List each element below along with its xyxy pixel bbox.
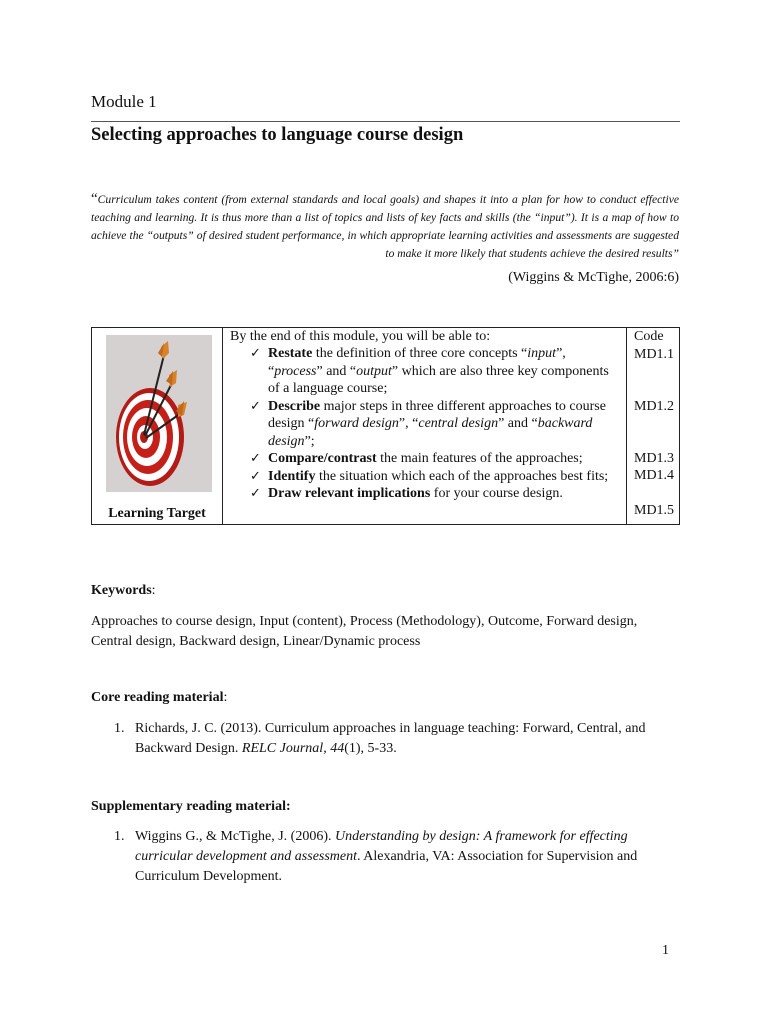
objective-item: ✓ Identify the situation which each of the approaches best fits;: [250, 468, 609, 484]
reference-item: 1. Richards, J. C. (2013). Curriculum approaches in language teaching: Forward, Central, and Backward Design. RELC Journal, 44(1), 5-33.: [114, 721, 646, 756]
objectives-list: [230, 345, 622, 503]
code-md1-5: MD1.5: [634, 503, 675, 518]
core-reading-list: [114, 719, 674, 759]
objectives-cell: [223, 328, 627, 525]
code-header: Code: [634, 329, 664, 344]
codes-cell: [627, 328, 680, 525]
objective-item: ✓ Compare/contrast the main features of the approaches;: [250, 451, 583, 466]
code-md1-2: MD1.2: [634, 398, 675, 414]
supplementary-reading-heading: Supplementary reading material:: [91, 799, 291, 814]
checkmark-icon: ✓: [250, 486, 261, 501]
keywords-text: Approaches to course design, Input (content), Process (Methodology), Outcome, Forward design, Central design, Backward design, Linear/Dynamic process: [91, 614, 638, 649]
learning-target-label: Learning Target: [108, 506, 206, 521]
checkmark-icon: ✓: [250, 398, 261, 414]
quote-open-mark: “: [91, 191, 98, 207]
code-md1-1: MD1.1: [634, 346, 675, 362]
keywords-heading: Keywords:: [91, 583, 156, 598]
quote-text: Curriculum takes content (from external standards and local goals) and shapes it into a plan for how to conduct effective teaching and learning. It is thus more than a list of topics and lists of key facts and skills (the “input”). It is a map of how to achieve the “outputs” of desired student performance, in which appropriate learning activities and assessments are suggested to make it more likely that students achieve the desired results”: [91, 193, 679, 260]
objective-item: ✓ Draw relevant implications for your course design.: [250, 486, 563, 501]
checkmark-icon: ✓: [250, 451, 261, 466]
learning-target-image-cell: [92, 328, 223, 525]
epigraph-quote: [91, 190, 679, 263]
core-reading-heading: Core reading material:: [91, 690, 228, 705]
learning-target-table: [91, 327, 680, 525]
code-md1-4: MD1.4: [634, 468, 675, 483]
objective-item: ✓ Describe major steps in three different approaches to course design “forward design”, “central design” and “backward design”;: [250, 398, 606, 449]
code-md1-3: MD1.3: [634, 450, 675, 466]
page-number: 1: [662, 943, 669, 958]
checkmark-icon: ✓: [250, 346, 261, 361]
quote-citation: (Wiggins & McTighe, 2006:6): [508, 270, 679, 285]
dart-target-icon: [106, 335, 212, 492]
page-title: Selecting approaches to language course design: [91, 125, 464, 145]
reference-item: 1. Wiggins G., & McTighe, J. (2006). Understanding by design: A framework for effecting curricular development and assessment. Alexandria, VA: Association for Supervision and Curriculum Development.: [114, 829, 638, 884]
supplementary-reading-list: [114, 827, 674, 887]
objective-item: ✓ Restate the definition of three core concepts “input”, “process” and “output” which are also three key components of a language course;: [250, 346, 609, 396]
checkmark-icon: ✓: [250, 468, 261, 484]
header-divider: [91, 121, 680, 122]
objectives-intro: By the end of this module, you will be able to:: [230, 329, 491, 344]
module-label: Module 1: [91, 92, 157, 111]
